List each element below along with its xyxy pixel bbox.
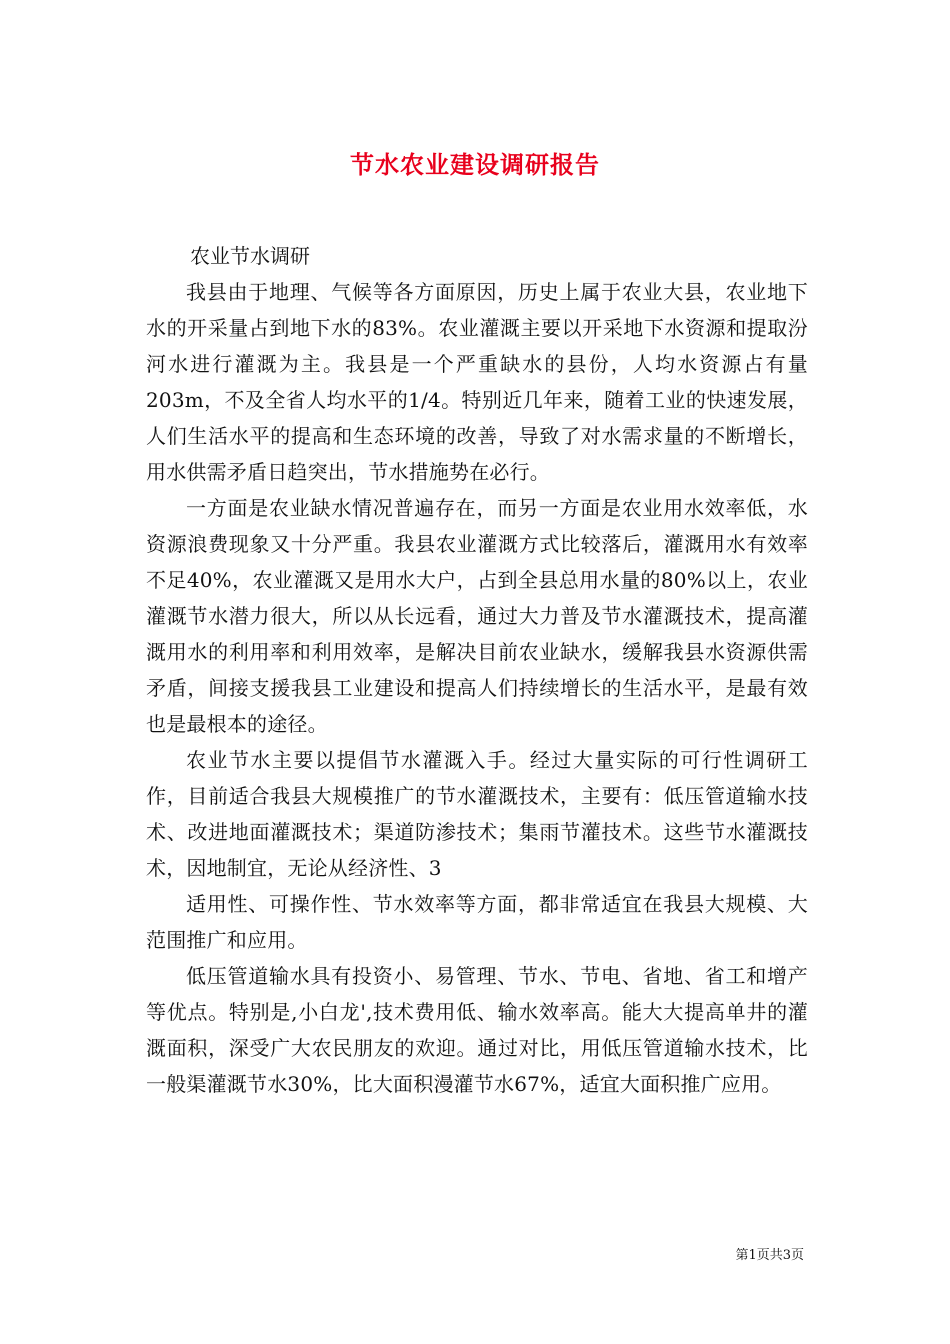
paragraph-2: 一方面是农业缺水情况普遍存在，而另一方面是农业用水效率低，水资源浪费现象又十分严重。我县农业灌溉方式比较落后，灌溉用水有效率不足40%，农业灌溉又是用水大户，占到全县总用水量的80%以上，农业灌溉节水潜力很大，所以从长远看，通过大力普及节水灌溉技术，提高灌溉用水的利用率和利用效率，是解决目前农业缺水，缓解我县水资源供需矛盾，间接支援我县工业建设和提高人们持续增长的生活水平，是最有效也是最根本的途径。 — [146, 496, 808, 736]
paragraph-3: 农业节水主要以提倡节水灌溉入手。经过大量实际的可行性调研工作，目前适合我县大规模推广的节水灌溉技术，主要有：低压管道输水技术、改进地面灌溉技术；渠道防渗技术；集雨节灌技术。这些节水灌溉技术，因地制宜，无论从经济性、3 — [146, 748, 808, 880]
document-title: 节水农业建设调研报告 — [350, 150, 600, 180]
page-number: 第1页共3页 — [735, 1248, 804, 1263]
paragraph-4: 适用性、可操作性、节水效率等方面，都非常适宜在我县大规模、大范围推广和应用。 — [146, 892, 808, 952]
document-body — [146, 238, 808, 1102]
paragraph-1: 我县由于地理、气候等各方面原因，历史上属于农业大县，农业地下水的开采量占到地下水的83%。农业灌溉主要以开采地下水资源和提取汾河水进行灌溉为主。我县是一个严重缺水的县份，人均水资源占有量203m，不及全省人均水平的1/4。特别近几年来，随着工业的快速发展，人们生活水平的提高和生态环境的改善，导致了对水需求量的不断增长，用水供需矛盾日趋突出，节水措施势在必行。 — [146, 280, 808, 484]
paragraph-5: 低压管道输水具有投资小、易管理、节水、节电、省地、省工和增产等优点。特别是,小白龙',技术费用低、输水效率高。能大大提高单井的灌溉面积，深受广大农民朋友的欢迎。通过对比，用低压管道输水技术，比一般渠灌溉节水30%，比大面积漫灌节水67%，适宜大面积推广应用。 — [146, 964, 808, 1096]
section-subheading: 农业节水调研 — [190, 244, 310, 268]
